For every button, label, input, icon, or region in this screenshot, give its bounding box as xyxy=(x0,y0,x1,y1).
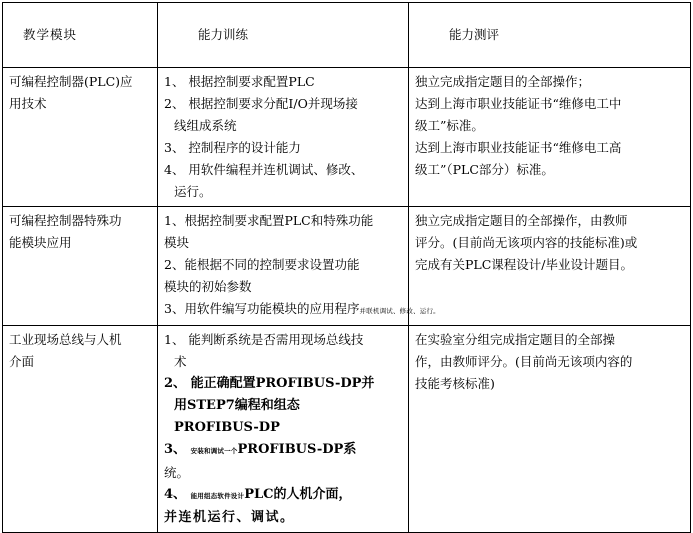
assessment-cell xyxy=(409,207,691,326)
header-module xyxy=(3,3,158,68)
assessment-text: 作，由教师评分。(目前尚无该项内容的 xyxy=(415,354,633,369)
module-cell xyxy=(3,207,158,326)
training-cell xyxy=(158,207,440,326)
module-cell xyxy=(3,68,158,207)
header-module-label: 教学模块 xyxy=(23,27,78,42)
training-text: 模块 xyxy=(164,235,190,250)
training-text-part: 3、用软件编写功能模块的应用程序 xyxy=(164,301,360,316)
module-text: 可编程控制器(PLC)应 xyxy=(9,74,133,89)
header-training xyxy=(158,3,409,68)
training-text xyxy=(164,298,440,322)
table-row xyxy=(3,68,691,207)
training-text xyxy=(164,484,402,507)
training-text: 1、 能判断系统是否需用现场总线技 xyxy=(164,332,364,347)
module-text: 可编程控制器特殊功 xyxy=(9,213,122,228)
training-text-part: PLC的人机介面， xyxy=(244,487,352,502)
training-text-part: PROFIBUS-DP系 xyxy=(237,442,357,457)
assessment-text: 评分。(目前尚无该项内容的技能标准)或 xyxy=(415,235,638,250)
training-text: 线组成系统 xyxy=(174,118,237,133)
assessment-text: 完成有关PLC课程设计/毕业设计题目。 xyxy=(415,257,633,272)
assessment-text: 级工”标准。 xyxy=(415,118,484,133)
assessment-text: 级工”（PLC部分）标准。 xyxy=(415,162,554,177)
training-text: 1、根据控制要求配置PLC和特殊功能 xyxy=(164,213,374,228)
assessment-cell xyxy=(409,326,691,533)
training-cell xyxy=(158,326,409,533)
assessment-text: 达到上海市职业技能证书“维修电工中 xyxy=(415,96,622,111)
module-text: 用技术 xyxy=(9,96,47,111)
course-ability-table xyxy=(2,2,691,533)
header-assessment xyxy=(409,3,691,68)
training-text: PROFIBUS-DP xyxy=(174,420,280,435)
training-cell xyxy=(158,68,409,207)
training-text-part: 4、 xyxy=(164,487,187,502)
assessment-cell xyxy=(409,68,691,207)
table-row xyxy=(3,326,691,533)
training-text: 并连机运行、调试。 xyxy=(164,510,295,525)
training-text xyxy=(164,439,402,462)
training-text-small: 并联机调试、修改、运行。 xyxy=(359,307,440,315)
training-text: 2、能根据不同的控制要求设置功能 xyxy=(164,257,360,272)
assessment-text: 独立完成指定题目的全部操作； xyxy=(415,74,591,89)
module-text: 工业现场总线与人机 xyxy=(9,332,122,347)
module-cell xyxy=(3,326,158,533)
table-row xyxy=(3,207,691,326)
header-assessment-label: 能力测评 xyxy=(449,27,500,42)
module-text: 介面 xyxy=(9,354,35,369)
assessment-text: 达到上海市职业技能证书“维修电工高 xyxy=(415,140,622,155)
training-text: 统。 xyxy=(164,465,190,480)
training-text: 模块的初始参数 xyxy=(164,279,252,294)
assessment-text: 在实验室分组完成指定题目的全部操 xyxy=(415,332,616,347)
training-text: 1、 根据控制要求配置PLC xyxy=(164,74,315,89)
module-text: 能模块应用 xyxy=(9,235,72,250)
training-text-part: 3、 xyxy=(164,442,187,457)
training-text: 2、 根据控制要求分配I/O并现场接 xyxy=(164,96,358,111)
training-text: 运行。 xyxy=(174,184,212,199)
header-training-label: 能力训练 xyxy=(198,27,249,42)
header-row xyxy=(3,3,691,68)
training-text: 4、 用软件编程并连机调试、修改、 xyxy=(164,162,364,177)
assessment-text: 独立完成指定题目的全部操作，由教师 xyxy=(415,213,628,228)
assessment-text: 技能考核标准) xyxy=(415,376,495,391)
training-text: 术 xyxy=(174,354,187,369)
training-text: 2、 能正确配置PROFIBUS-DP并 xyxy=(164,376,375,391)
training-text-small: 能用组态软件设计 xyxy=(190,492,245,500)
training-text: 3、 控制程序的设计能力 xyxy=(164,140,301,155)
training-text: 用STEP7编程和组态 xyxy=(174,398,300,413)
training-text-small: 安装和调试一个 xyxy=(190,447,238,455)
